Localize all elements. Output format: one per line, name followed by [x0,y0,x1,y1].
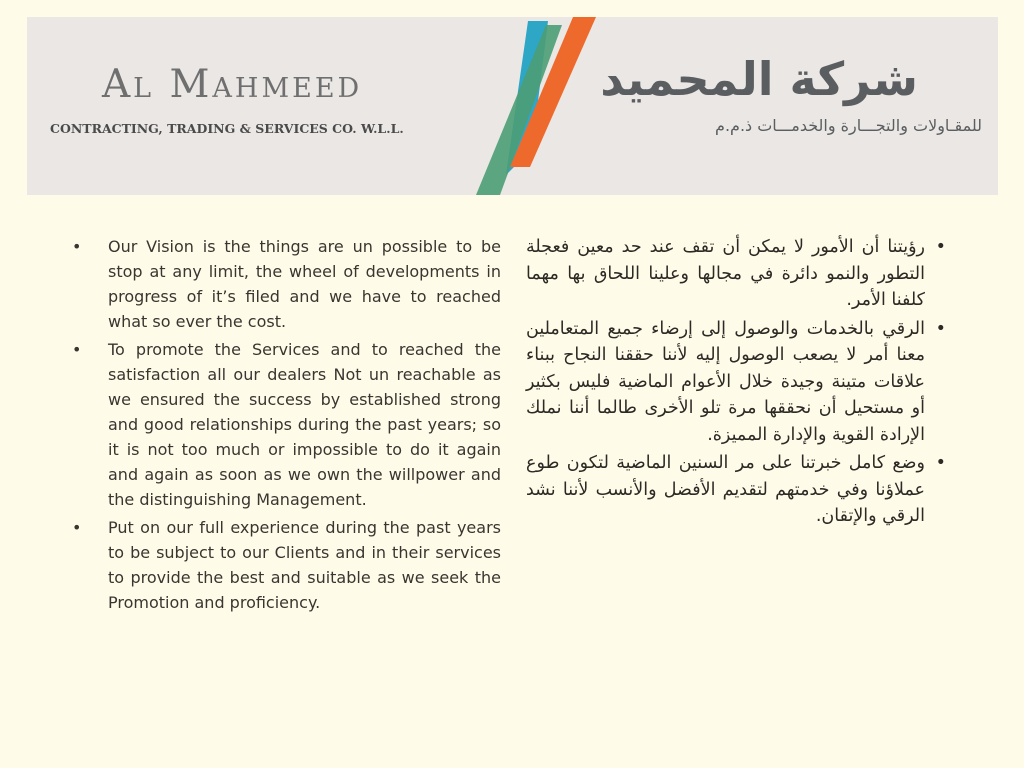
english-bullet-list [70,234,501,615]
company-tagline-ar: للمقـاولات والتجـــارة والخدمـــات ذ.م.م [715,116,982,135]
bullet-icon: • [72,237,82,256]
bullet-icon: • [935,237,946,257]
list-item-text: Put on our full experience during the past years to be subject to our Clients and in their services to provide the best and suitable as we seek the Promotion and proficiency. [108,518,501,612]
arabic-bullet-list [526,234,949,530]
list-item-text: Our Vision is the things are un possible to be stop at any limit, the wheel of developments in progress of it’s filed and we have to reached what so ever the cost. [108,237,501,331]
list-item [526,450,949,530]
company-logo-mark [470,17,610,195]
list-item [70,515,501,615]
arabic-column [526,234,949,532]
bullet-icon: • [72,340,82,359]
company-tagline-en: CONTRACTING, TRADING & SERVICES CO. W.L.L. [50,121,404,136]
list-item [70,337,501,512]
list-item-text: رؤيتنا أن الأمور لا يمكن أن تقف عند حد معين فعجلة التطور والنمو دائرة في مجالها وعلينا اللحاق بها مهما كلفنا الأمر. [526,237,925,310]
list-item [526,234,949,314]
list-item-text: الرقي بالخدمات والوصول إلى إرضاء جميع المتعاملين معنا أمر لا يصعب الوصول إليه لأننا حققنا النجاح ببناء علاقات متينة وجيدة خلال الأعوام الماضية فليس بكثير أو مستحيل أن نحققها مرة تلو الأخرى طالما أننا نملك الإرادة القوية والإدارة المميزة. [526,318,925,445]
bullet-icon: • [935,453,946,473]
company-name-ar: شركة المحميد [600,52,918,106]
list-item-text: وضع كامل خبرتنا على مر السنين الماضية لتكون طوع عملاؤنا وفي خدمتهم لتقديم الأفضل والأنسب لأننا نشد الرقي والإتقان. [526,453,925,526]
bullet-icon: • [72,518,82,537]
company-name-en: Al Mahmeed [102,62,363,107]
list-item [70,234,501,334]
bullet-icon: • [935,318,946,339]
english-column [70,234,501,618]
list-item-text: To promote the Services and to reached the satisfaction all our dealers Not un reachable as we ensured the success by established strong and good relationships during the past years; so it is not too much or impossible to do it again and again as soon as we own the willpower and the distinguishing Management. [108,340,501,509]
list-item [526,316,949,449]
